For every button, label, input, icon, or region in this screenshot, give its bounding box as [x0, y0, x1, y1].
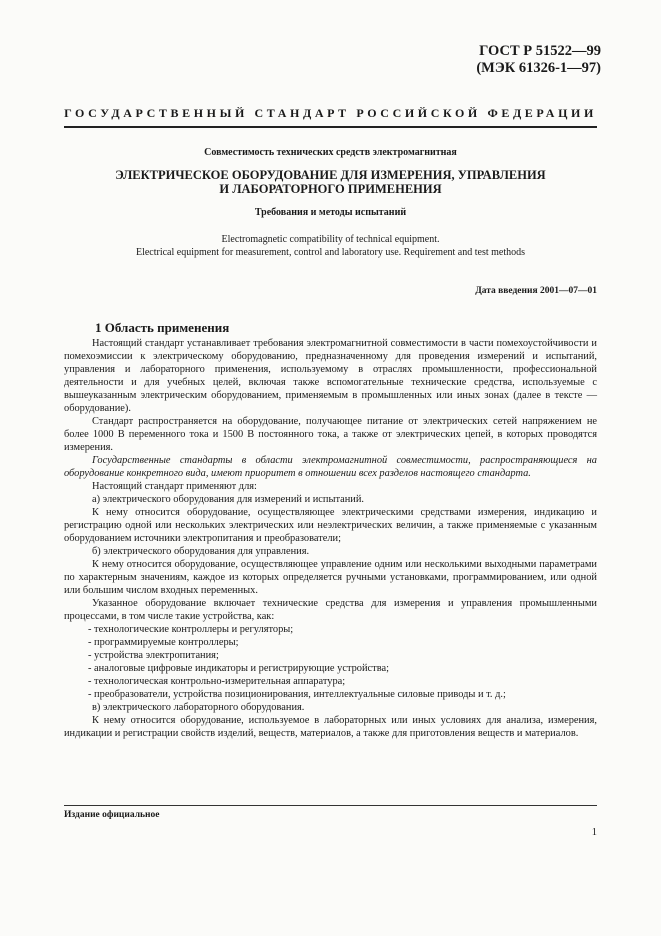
- page-number: 1: [591, 827, 597, 838]
- introduction-date: Дата введения 2001—07—01: [475, 286, 597, 296]
- list-item: в) электрического лабораторного оборудования.: [92, 702, 305, 713]
- list-item: - программируемые контроллеры;: [88, 637, 239, 648]
- header-rule: [64, 126, 597, 128]
- list-item: а) электрического оборудования для измерений и испытаний.: [92, 494, 365, 505]
- paragraph: Указанное оборудование включает технические средства для измерения и управления промышленными процессами, в том числе такие устройства, как:: [64, 598, 597, 622]
- designation-line-2: (МЭК 61326-1—97): [476, 60, 601, 76]
- paragraph: К нему относится оборудование, используемое в лабораторных или иных условиях для анализа, измерения, индикации и регистрации свойств изделий, веществ, материалов, а также для приготовления веществ и материалов.: [64, 715, 597, 739]
- paragraph: К нему относится оборудование, осуществляющее управление одним или несколькими выходными параметрами по характерным значениям, каждое из которых определяется ручными установками, программированием, или одной или большим числом входных переменных.: [64, 559, 597, 596]
- list-item: б) электрического оборудования для управления.: [92, 546, 310, 557]
- list-item: - технологическая контрольно-измерительная аппаратура;: [88, 676, 346, 687]
- standard-header: ГОСУДАРСТВЕННЫЙ СТАНДАРТ РОССИЙСКОЙ ФЕДЕРАЦИИ: [64, 106, 597, 120]
- compatibility-line: Совместимость технических средств электромагнитная: [204, 147, 457, 158]
- english-title-line-2: Electrical equipment for measurement, control and laboratory use. Requirement and test methods: [135, 247, 526, 258]
- footer-rule: [64, 805, 597, 806]
- list-item: - технологические контроллеры и регуляторы;: [88, 624, 294, 635]
- paragraph: Стандарт распространяется на оборудование, получающее питание от электрических сетей напряжением не более 1000 В переменного тока и 1500 В постоянного тока, а также от электрических цепей, в которых проводятся измерения.: [64, 416, 597, 453]
- document-title: [64, 168, 597, 196]
- paragraph: Настоящий стандарт устанавливает требования электромагнитной совместимости в части помехоустойчивости и помехоэмиссии к электрическому оборудованию, предназначенному для проведения измерений и испытаний, управления и лабораторного применения, используемому в отраслях промышленности, профессиональной деятельности и для учебных целей, включая также вспомогательные технические средства, используемые с вышеуказанным электрическим оборудованием, применяемым в промышленных или иных зонах (далее в тексте — оборудование).: [64, 338, 597, 414]
- body-text: [64, 337, 597, 740]
- section-heading: 1 Область применения: [95, 320, 230, 335]
- english-title-line-1: Electromagnetic compatibility of technical equipment.: [221, 234, 440, 245]
- list-item: - преобразователи, устройства позиционирования, интеллектуальные силовые приводы и т. д.;: [88, 689, 506, 700]
- designation-line-1: ГОСТ Р 51522—99: [479, 43, 601, 59]
- paragraph: К нему относится оборудование, осуществляющее электрическими средствами измерения, индикацию и регистрацию одной или нескольких электрических или неэлектрических величин, а также применяемые с указанным оборудованием источники электропитания и преобразователи;: [64, 507, 597, 544]
- list-item: - устройства электропитания;: [88, 650, 219, 661]
- title-line-1: ЭЛЕКТРИЧЕСКОЕ ОБОРУДОВАНИЕ ДЛЯ ИЗМЕРЕНИЯ, УПРАВЛЕНИЯ: [115, 168, 546, 182]
- english-title: [64, 233, 597, 259]
- title-line-2: И ЛАБОРАТОРНОГО ПРИМЕНЕНИЯ: [219, 182, 442, 196]
- paragraph: Настоящий стандарт применяют для:: [92, 481, 257, 492]
- document-subtitle: Требования и методы испытаний: [254, 207, 407, 218]
- official-edition-label: Издание официальное: [64, 810, 160, 820]
- list-item: - аналоговые цифровые индикаторы и регистрирующие устройства;: [88, 663, 389, 674]
- standard-designation: [476, 43, 601, 77]
- paragraph-italic: Государственные стандарты в области электромагнитной совместимости, распространяющиеся на оборудование конкретного вида, имеют приоритет в отношении всех разделов настоящего стандарта.: [64, 455, 597, 479]
